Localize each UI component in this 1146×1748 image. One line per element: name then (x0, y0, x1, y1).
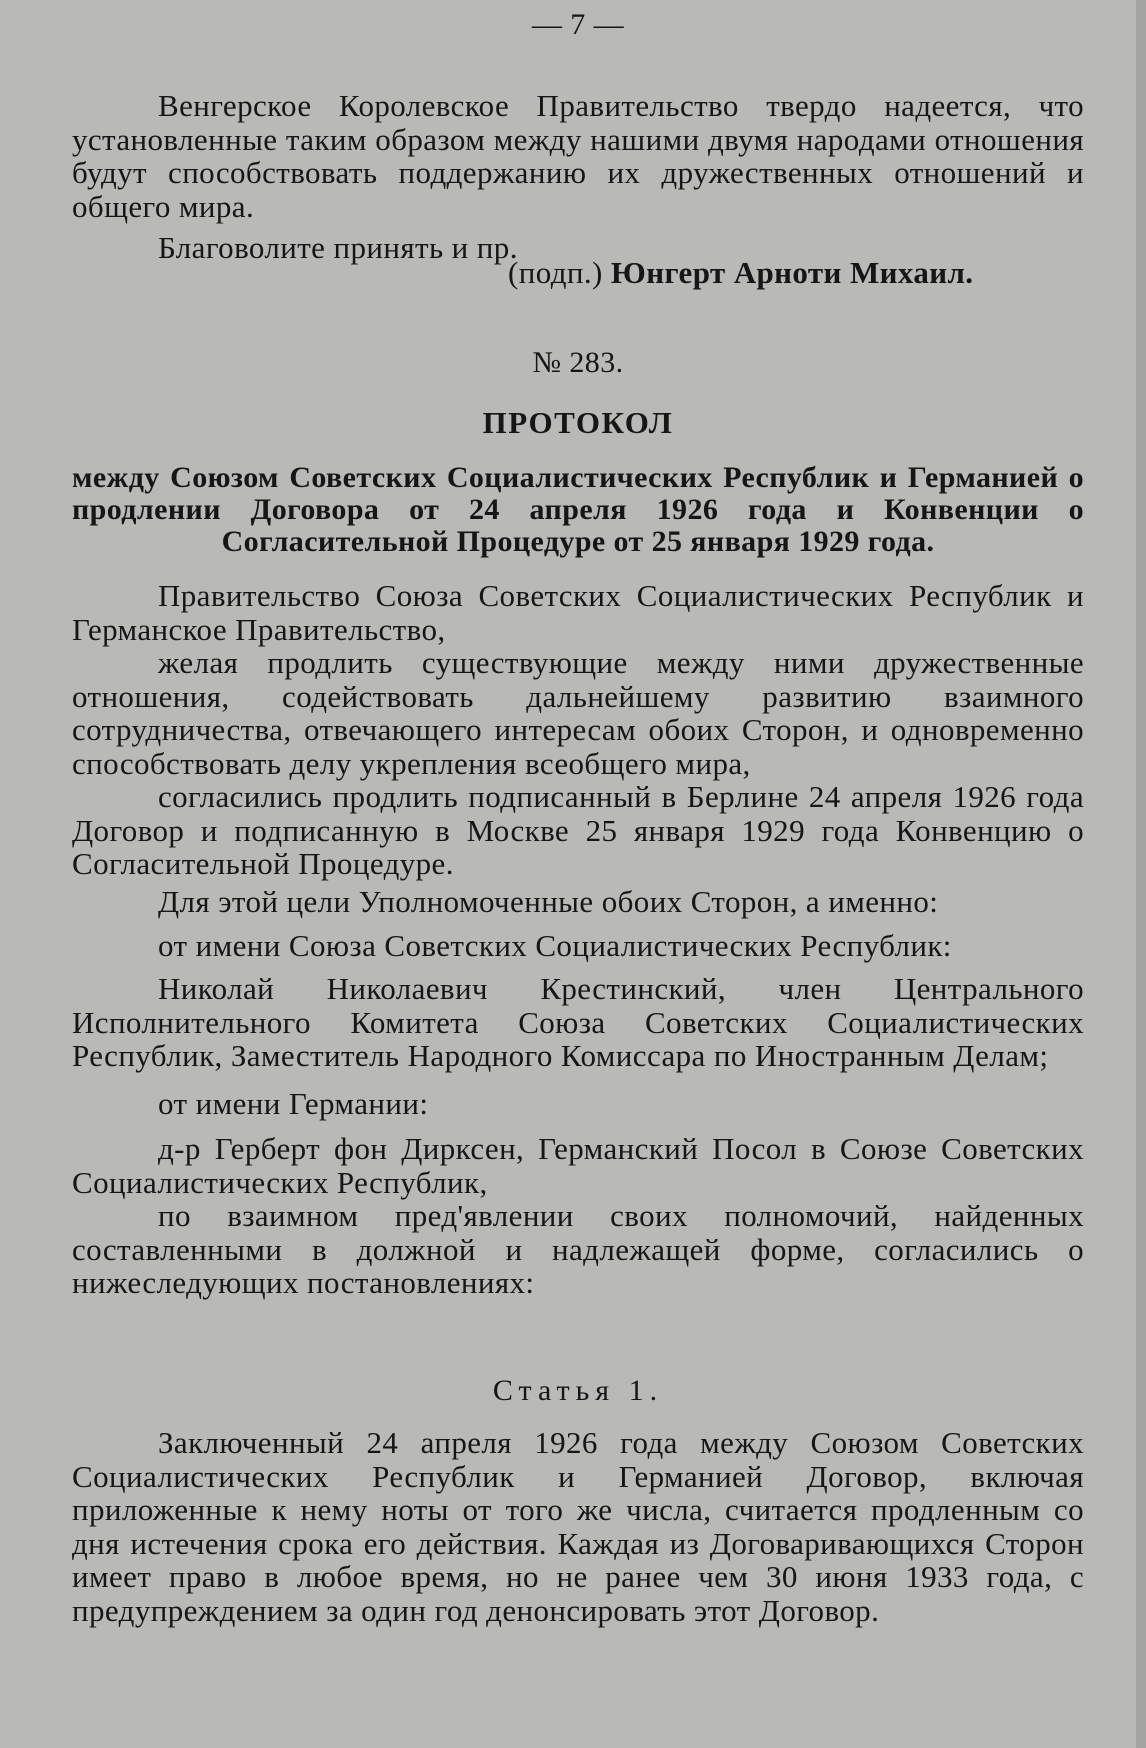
germany-label: от имени Германии: (158, 1085, 429, 1121)
signature-line (508, 255, 973, 291)
preamble-section (72, 579, 1084, 881)
plenipotentiaries-section (72, 885, 1084, 1300)
letter-closing-section (72, 89, 1084, 265)
plenipotentiaries-intro: Для этой цели Уполномоченные обоих Сторон, а именно: (158, 884, 939, 919)
ussr-delegate: Николай Николаевич Крестинский, член Центрального Исполнительного Комитета Союза Советских Социалистических Республик, Заместитель Народного Комиссара по Иностранным Делам; (72, 971, 1084, 1073)
preamble-paragraph: Правительство Союза Советских Социалистических Республик и Германское Правительство, (72, 578, 1084, 647)
page-number: — 7 — (532, 8, 624, 41)
signature-name: Юнгерт Арноти Михаил. (610, 255, 974, 290)
top-paragraph: Венгерское Королевское Правительство твердо надеется, что установленные таким образом между нашими двумя народами отношения будут способствовать поддержанию их дружественных отношений и общего мира. (72, 88, 1084, 224)
document-number: № 283. (532, 346, 624, 379)
signature-prefix: (подп.) (508, 255, 603, 290)
article-heading: Статья 1. (492, 1374, 664, 1407)
ussr-label: от имени Союза Советских Социалистических Республик: (158, 927, 952, 963)
preamble-paragraph: желая продлить существующие между ними дружественные отношения, содействовать дальнейшему развитию взаимного сотрудничества, отвечающего интересам обоих Сторон, и одновременно способствовать делу укрепления всеобщего мира, (72, 645, 1084, 781)
article-section (72, 1426, 1084, 1627)
credentials-paragraph: по взаимном пред'явлении своих полномочий, найденных составленными в должной и надлежащей форме, согласились о нижеследующих постановлениях: (72, 1198, 1084, 1300)
closing-formula: Благоволите принять и пр. (158, 230, 518, 265)
document-subtitle: между Союзом Советских Социалистических Республик и Германией о продлении Договора от 24 апреля 1926 года и Конвенции о Согласительной Процедуре от 25 января 1929 года. (72, 461, 1084, 558)
document-title: ПРОТОКОЛ (482, 405, 674, 440)
preamble-paragraph: согласились продлить подписанный в Берлине 24 апреля 1926 года Договор и подписанную в Москве 25 января 1929 года Конвенцию о Согласительной Процедуре. (72, 779, 1084, 881)
article-text: Заключенный 24 апреля 1926 года между Союзом Советских Социалистических Республик и Германией Договор, включая приложенные к нему ноты от того же числа, считается продленным со дня истечения срока его действия. Каждая из Договаривающихся Сторон имеет право в любое время, но не ранее чем 30 июня 1933 года, с предупреждением за один год денонсировать этот Договор. (72, 1425, 1084, 1628)
germany-delegate: д-р Герберт фон Дирксен, Германский Посол в Союзе Советских Социалистических Республик, (72, 1131, 1084, 1200)
